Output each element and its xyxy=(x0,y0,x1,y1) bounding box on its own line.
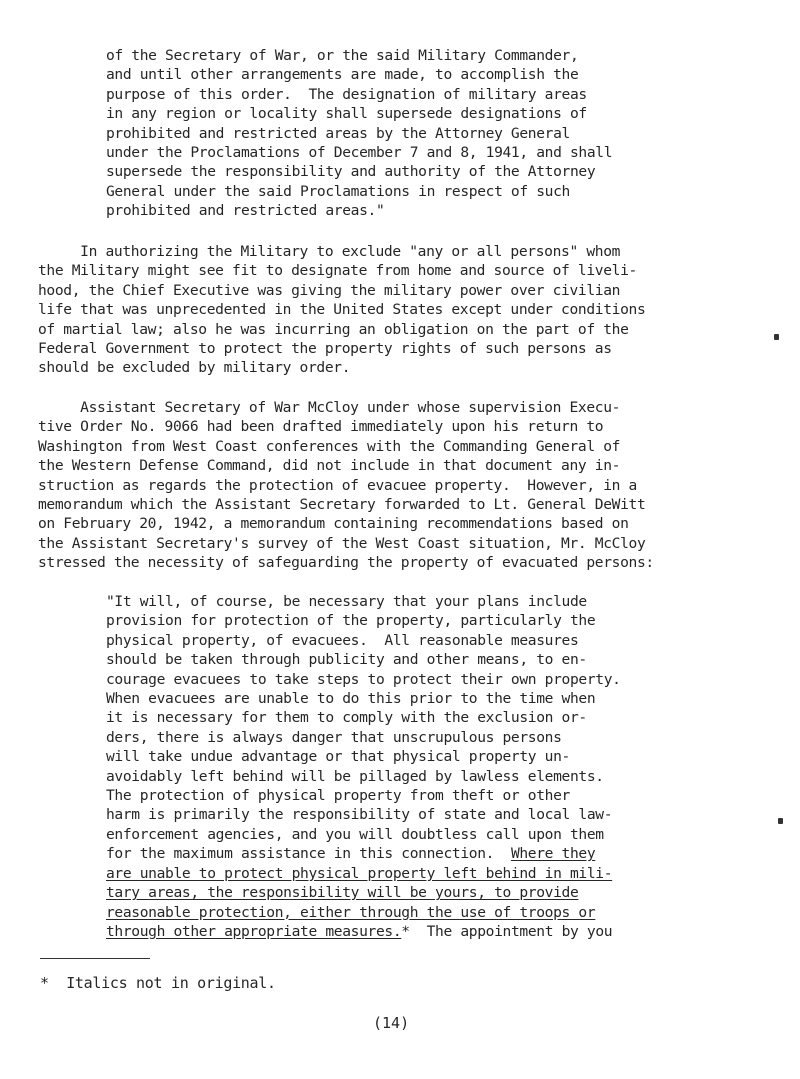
text-line: courage evacuees to take steps to protect their own property. xyxy=(106,670,621,688)
text-line: enforcement agencies, and you will doubtless call upon them xyxy=(106,825,604,843)
text-line: memorandum which the Assistant Secretary forwarded to Lt. General DeWitt xyxy=(38,496,646,514)
text-line: prohibited and restricted areas by the Attorney General xyxy=(106,124,570,142)
text-line: purpose of this order. The designation of military areas xyxy=(106,85,587,103)
text-line: of the Secretary of War, or the said Military Commander, xyxy=(106,47,579,64)
memorandum-block-quote xyxy=(106,592,621,941)
paragraph-mccloy-memorandum xyxy=(38,398,654,573)
text-line: hood, the Chief Executive was giving the military power over civilian xyxy=(38,281,621,299)
text-line: the Assistant Secretary's survey of the West Coast situation, Mr. McCloy xyxy=(38,534,646,552)
emphasized-text: through other appropriate measures. xyxy=(106,922,402,940)
page-number: (14) xyxy=(373,1014,410,1032)
emphasized-text: tary areas, the responsibility will be yours, to provide xyxy=(106,884,579,902)
text-line: The protection of physical property from theft or other xyxy=(106,787,570,805)
text-line xyxy=(106,864,621,883)
emphasized-text: are unable to protect physical property left behind in mili- xyxy=(106,864,613,882)
text-line: it is necessary for them to comply with the exclusion or- xyxy=(106,709,587,727)
text-line: Federal Government to protect the property rights of such persons as xyxy=(38,340,612,358)
text-line: General under the said Proclamations in respect of such xyxy=(106,182,570,200)
text-line: harm is primarily the responsibility of state and local law- xyxy=(106,806,613,824)
text-line: struction as regards the protection of evacuee property. However, in a xyxy=(38,476,637,494)
text-line: in any region or locality shall supersede designations of xyxy=(106,105,587,123)
text-line: avoidably left behind will be pillaged by lawless elements. xyxy=(106,767,604,785)
footnote-divider xyxy=(40,958,150,959)
text-line: In authorizing the Military to exclude "any or all persons" whom xyxy=(38,243,621,260)
text-line: Assistant Secretary of War McCloy under whose supervision Execu- xyxy=(38,399,621,416)
text-line: supersede the responsibility and authority of the Attorney xyxy=(106,163,596,181)
text-line: tive Order No. 9066 had been drafted immediately upon his return to xyxy=(38,418,604,436)
text-line: ders, there is always danger that unscrupulous persons xyxy=(106,728,562,746)
text-line: should be excluded by military order. xyxy=(38,359,351,377)
paragraph-authorizing-military xyxy=(38,242,645,378)
text-line: life that was unprecedented in the United States except under conditions xyxy=(38,301,646,319)
text-line: and until other arrangements are made, to accomplish the xyxy=(106,66,579,84)
text-segment: for the maximum assistance in this connection. xyxy=(106,845,511,863)
text-line: the Western Defense Command, did not include in that document any in- xyxy=(38,457,621,475)
footnote-reference-and-text: * The appointment by you xyxy=(401,922,613,940)
text-line xyxy=(106,844,621,863)
text-line xyxy=(106,903,621,922)
text-line: stressed the necessity of safeguarding the property of evacuated persons: xyxy=(38,554,654,572)
emphasized-text: reasonable protection, either through the use of troops or xyxy=(106,903,596,921)
text-line: will take undue advantage or that physical property un- xyxy=(106,748,570,766)
text-line xyxy=(106,883,621,902)
text-line: "It will, of course, be necessary that your plans include xyxy=(106,593,587,610)
text-line: on February 20, 1942, a memorandum containing recommendations based on xyxy=(38,515,629,533)
text-line: prohibited and restricted areas." xyxy=(106,202,385,220)
text-line: the Military might see fit to designate from home and source of liveli- xyxy=(38,262,637,280)
emphasized-text: Where they xyxy=(510,845,596,863)
text-line: physical property, of evacuees. All reasonable measures xyxy=(106,631,579,649)
text-line: provision for protection of the property, particularly the xyxy=(106,612,596,630)
text-line: should be taken through publicity and other means, to en- xyxy=(106,651,587,669)
text-line xyxy=(106,922,621,941)
text-line: under the Proclamations of December 7 and 8, 1941, and shall xyxy=(106,144,613,162)
margin-mark xyxy=(778,818,783,824)
text-line: Washington from West Coast conferences with the Commanding General of xyxy=(38,437,621,455)
text-line: When evacuees are unable to do this prior to the time when xyxy=(106,690,596,708)
text-line: of martial law; also he was incurring an obligation on the part of the xyxy=(38,320,629,338)
footnote: * Italics not in original. xyxy=(40,974,276,992)
quoted-order-continuation xyxy=(106,46,612,221)
margin-mark xyxy=(774,334,779,340)
